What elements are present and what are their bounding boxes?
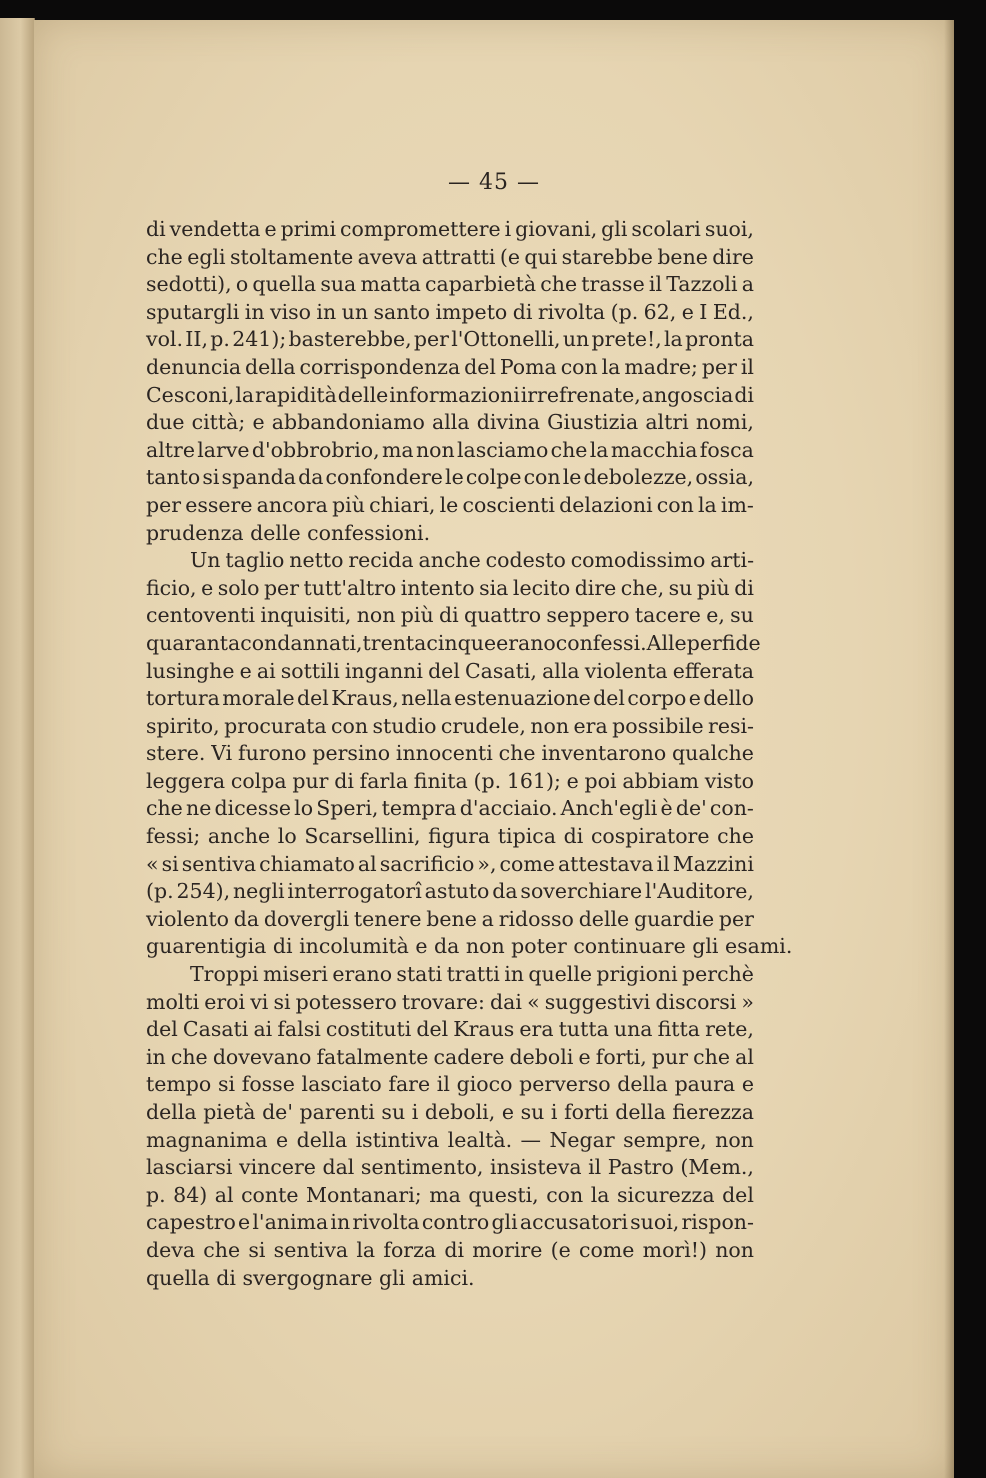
text-line: leggera colpa pur di farla finita (p. 161); e poi abbiam visto — [146, 768, 754, 793]
text-line: violento da dovergli tenere bene a ridosso delle guardie per — [146, 906, 754, 931]
text-line: Troppi miseri erano stati tratti in quelle prigioni perchè — [190, 962, 754, 987]
text-line: capestro e l'anima in rivolta contro gli accusatori suoi, rispon- — [146, 1210, 754, 1235]
text-line: tortura morale del Kraus, nella estenuazione del corpo e dello — [146, 686, 754, 711]
text-line: deva che si sentiva la forza di morire (e come morì!) non — [146, 1237, 754, 1262]
text-line: tempo si fosse lasciato fare il gioco perverso della paura e — [146, 1072, 754, 1097]
text-line: sputargli in viso in un santo impeto di rivolta (p. 62, e I Ed., — [146, 299, 754, 324]
text-line: del Casati ai falsi costituti del Kraus era tutta una fitta rete, — [146, 1017, 754, 1042]
text-line: guarentigia di incolumità e da non poter continuare gli esami. — [146, 934, 793, 959]
text-line: della pietà de' parenti su i deboli, e su i forti della fierezza — [146, 1100, 754, 1124]
text-line: spirito, procurata con studio crudele, non era possibile resi- — [146, 713, 754, 738]
text-line: quella di svergognare gli amici. — [146, 1265, 475, 1290]
body-text — [146, 216, 793, 1292]
text-line: sedotti), o quella sua matta caparbietà che trasse il Tazzoli a — [146, 272, 754, 297]
previous-page-edge — [0, 18, 35, 1478]
text-line: denuncia della corrispondenza del Poma con la madre; per il — [146, 354, 754, 379]
text-line: lasciarsi vincere dal sentimento, insisteva il Pastro (Mem., — [146, 1155, 754, 1180]
text-line: p. 84) al conte Montanari; ma questi, con la sicurezza del — [146, 1182, 754, 1207]
text-line: fessi; anche lo Scarsellini, figura tipica di cospiratore che — [146, 824, 754, 849]
page-number: — 45 — — [448, 170, 540, 195]
text-line: tanto si spanda da confondere le colpe con le debolezze, ossia, — [146, 465, 754, 490]
text-line: che egli stoltamente aveva attratti (e qui starebbe bene dire — [146, 244, 754, 269]
text-line: Un taglio netto recida anche codesto comodissimo arti- — [190, 548, 754, 573]
text-line: che ne dicesse lo Speri, tempra d'acciaio. Anch'egli è de' con- — [146, 796, 754, 821]
text-line: lusinghe e ai sottili inganni del Casati, alla violenta efferata — [146, 658, 754, 683]
text-line: (p. 254), negli interrogatorî astuto da soverchiare l'Auditore, — [146, 879, 754, 904]
text-line: Cesconi, la rapidità delle informazioni irrefrenate, angoscia di — [146, 382, 754, 407]
page-shadow-edge — [944, 20, 954, 1478]
text-line: prudenza delle confessioni. — [146, 520, 431, 545]
text-line: « si sentiva chiamato al sacrificio », come attestava il Mazzini — [146, 851, 754, 876]
text-line: vol. II, p. 241); basterebbe, per l'Ottonelli, un prete!, la pronta — [146, 327, 754, 352]
text-line: centoventi inquisiti, non più di quattro seppero tacere e, su — [146, 603, 754, 628]
text-line: due città; e abbandoniamo alla divina Giustizia altri nomi, — [146, 410, 754, 435]
text-line: magnanima e della istintiva lealtà. — Negar sempre, non — [146, 1127, 754, 1152]
text-line: ficio, e solo per tutt'altro intento sia lecito dire che, su più di — [146, 575, 754, 600]
text-line: di vendetta e primi compromettere i giovani, gli scolari suoi, — [146, 217, 754, 241]
text-line: molti eroi vi si potessero trovare: dai « suggestivi discorsi » — [146, 989, 754, 1014]
text-line: altre larve d'obbrobrio, ma non lasciamo che la macchia fosca — [146, 437, 754, 462]
text-line: per essere ancora più chiari, le coscienti delazioni con la im- — [146, 492, 754, 517]
text-line: in che dovevano fatalmente cadere deboli e forti, pur che al — [146, 1044, 754, 1069]
text-line: stere. Vi furono persino innocenti che inventarono qualche — [146, 741, 754, 766]
book-page — [34, 20, 954, 1478]
text-line: quaranta condannati, trentacinque erano confessi. Alle perfide — [146, 630, 761, 655]
